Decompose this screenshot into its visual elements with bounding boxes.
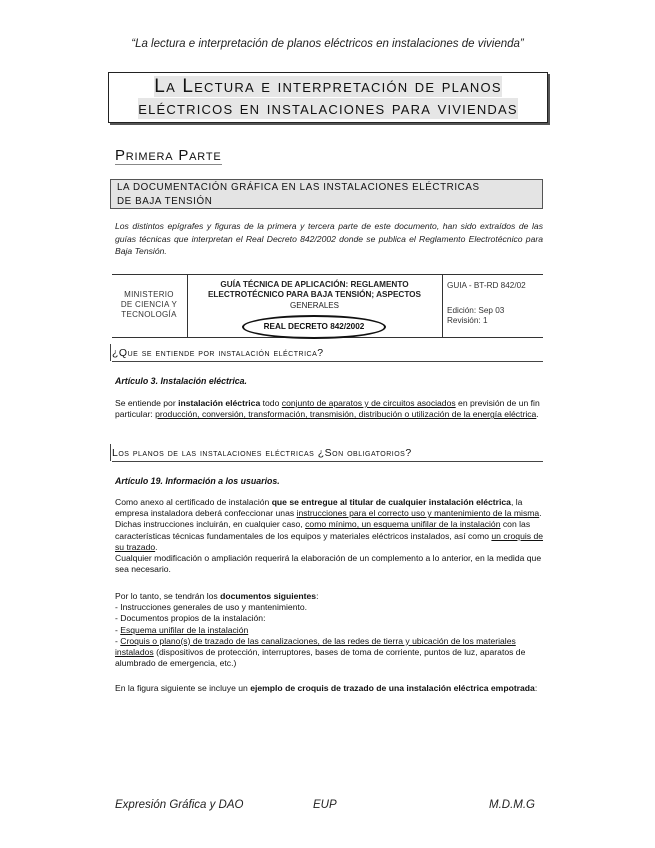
article-3-paragraph: Se entiende por instalación eléctrica todo conjunto de aparatos y de circuitos asociados en previsión de un fin particular: producción, conversión, transformación, transmisión, distribución o utilización de la energía eléctrica.: [115, 398, 540, 420]
section-heading-line-1: LA DOCUMENTACIÓN GRÁFICA EN LAS INSTALACIONES ELÉCTRICAS: [117, 182, 480, 193]
section-heading-line-2: DE BAJA TENSIÓN: [117, 196, 213, 207]
figure-intro-paragraph: En la figura siguiente se incluye un ejemplo de croquis de trazado de una instalación eléctrica empotrada:: [115, 683, 538, 693]
table-divider: [187, 275, 188, 337]
decree-oval: REAL DECRETO 842/2002: [242, 315, 386, 339]
article-19-heading: Artículo 19. Información a los usuarios.: [115, 476, 280, 486]
part-heading: Primera Parte: [115, 147, 222, 164]
documents-list: Por lo tanto, se tendrán los documentos siguientes: - Instrucciones generales de uso y mantenimiento. - Documentos propios de la instalación: - Esquema unifilar de la instalación - Croquis o plano(s) de trazado de las canalizaciones, de las redes de tierra y ubicación de los materiales instalados (dispositivos de protección, interruptores, bases de toma de corriente, puntos de luz, aparatos de alumbrado de emergencia, etc.): [115, 591, 526, 669]
article-3-heading: Artículo 3. Instalación eléctrica.: [115, 376, 248, 386]
guide-edition: Edición: Sep 03 Revisión: 1: [447, 306, 505, 325]
table-divider: [442, 275, 443, 337]
question-heading-2: Los planos de las instalaciones eléctricas ¿Son obligatorios?: [112, 446, 543, 462]
running-header: “La lectura e interpretación de planos eléctricos en instalaciones de vivienda”: [131, 38, 524, 50]
list-item: - Documentos propios de la instalación:: [115, 613, 266, 624]
ministry-label: MINISTERIO DE CIENCIA Y TECNOLOGÍA: [120, 290, 178, 319]
title-line-2: eléctricos en instalaciones para viviendas: [138, 97, 518, 119]
document-title-box: [108, 72, 548, 123]
section-heading-box: [110, 179, 543, 209]
footer-right: M.D.M.G: [489, 799, 535, 811]
guide-code: GUIA - BT-RD 842/02: [447, 281, 526, 290]
title-line-1: La Lectura e interpretación de planos: [154, 75, 502, 97]
footer-left: Expresión Gráfica y DAO: [115, 799, 244, 811]
list-item: Croquis o plano(s) de trazado de las canalizaciones, de las redes de tierra y ubicación de los materiales instalados: [115, 635, 516, 658]
guide-title: GUÍA TÉCNICA DE APLICACIÓN: REGLAMENTO ELECTROTÉCNICO PARA BAJA TENSIÓN; ASPECTOS: [207, 280, 422, 299]
intro-paragraph: Los distintos epígrafes y figuras de la primera y tercera parte de este documento, han sido extraídos de las guías técnicas que interpretan el Real Decreto 842/2002 donde se publica el Reglamento Electrotécnico para Baja Tensión.: [115, 221, 543, 256]
list-item: Esquema unifilar de la instalación: [120, 624, 249, 635]
guide-header-table: [112, 274, 543, 338]
list-item: - Instrucciones generales de uso y mantenimiento.: [115, 602, 308, 613]
guide-subtitle: GENERALES: [290, 301, 339, 310]
question-heading-1: ¿Que se entiende por instalación eléctrica?: [112, 346, 543, 362]
article-19-paragraph: Como anexo al certificado de instalación que se entregue al titular de cualquier instalación eléctrica, la empresa instaladora deberá confeccionar unas instrucciones para el correcto uso y mantenimiento de la misma. Dichas instrucciones incluirán, en cualquier caso, como mínimo, un esquema unifilar de la instalación con las características técnicas fundamentales de los equipos y materiales eléctricos instalados, así como un croquis de su trazado. Cualquier modificación o ampliación requerirá la elaboración de un complemento a lo anterior, en la medida que sea necesario.: [115, 497, 544, 575]
footer-center: EUP: [313, 799, 337, 811]
